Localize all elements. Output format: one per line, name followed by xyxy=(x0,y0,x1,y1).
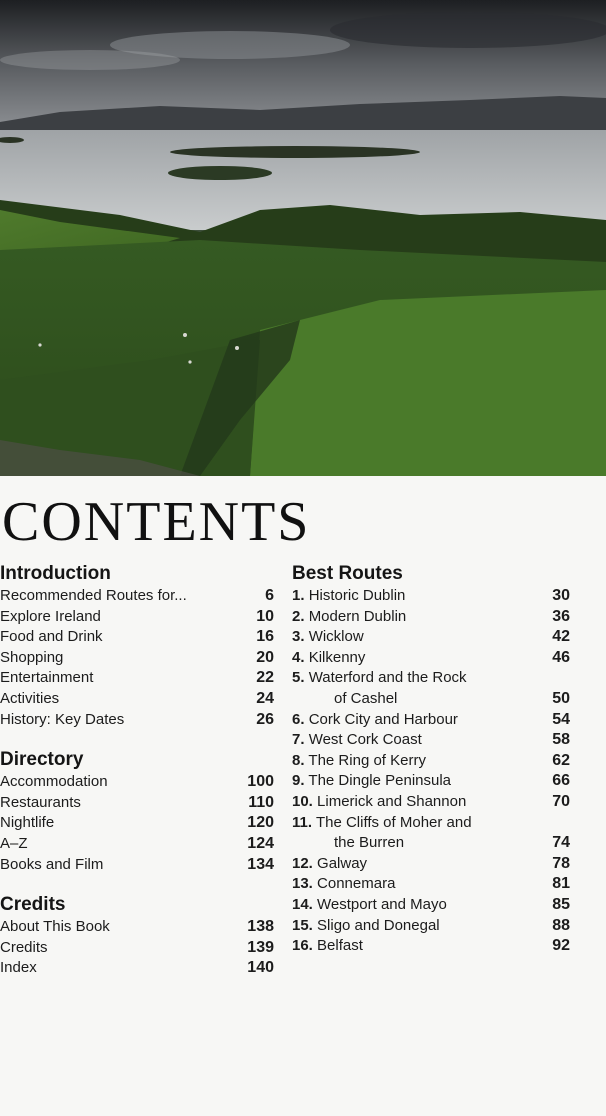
entry-label: Recommended Routes for... xyxy=(0,587,187,604)
entry-label: Index xyxy=(0,959,37,977)
page-number: 66 xyxy=(552,772,570,790)
contents-entry[interactable] xyxy=(0,607,276,628)
entry-label: Accommodation xyxy=(0,773,108,791)
contents-entry[interactable] xyxy=(0,627,276,648)
route-number: 9. xyxy=(292,772,305,790)
contents-entry[interactable] xyxy=(0,772,276,793)
page-number: 74 xyxy=(552,834,570,852)
page-number: 26 xyxy=(256,710,274,728)
contents-entry[interactable] xyxy=(292,771,572,792)
contents-entry[interactable] xyxy=(292,936,572,957)
page-number: 120 xyxy=(247,814,274,832)
entry-label: Kilkenny xyxy=(308,648,366,666)
section-heading: Directory xyxy=(0,749,84,771)
entry-label: Nightlife xyxy=(0,814,55,832)
contents-entry[interactable] xyxy=(292,874,572,895)
section-heading: Best Routes xyxy=(292,563,403,584)
contents-entry[interactable] xyxy=(0,938,276,959)
entry-label: Wicklow xyxy=(308,628,364,646)
entry-label: West Cork Coast xyxy=(308,731,422,749)
contents-entry[interactable] xyxy=(0,689,276,710)
contents-entry[interactable] xyxy=(292,895,572,916)
contents-entry[interactable] xyxy=(292,648,572,669)
page-number: 134 xyxy=(247,855,274,873)
contents-entry[interactable] xyxy=(292,854,572,875)
contents-entry[interactable] xyxy=(0,710,276,731)
contents-entry[interactable] xyxy=(292,833,572,854)
page-number: 140 xyxy=(247,959,274,977)
page-number: 36 xyxy=(552,607,570,625)
page-number: 58 xyxy=(552,731,570,749)
contents-entry[interactable] xyxy=(292,668,572,689)
entry-label: Historic Dublin xyxy=(308,587,406,604)
entry-label: Cork City and Harbour xyxy=(308,710,458,728)
page-number: 70 xyxy=(552,792,570,810)
route-number: 7. xyxy=(292,731,305,749)
contents-entry[interactable] xyxy=(0,855,276,876)
contents-entry[interactable] xyxy=(292,751,572,772)
contents-entry[interactable] xyxy=(292,792,572,813)
entry-label: Credits xyxy=(0,938,48,956)
contents-entry[interactable] xyxy=(292,813,572,834)
page-number: 124 xyxy=(247,834,274,852)
contents-entry[interactable] xyxy=(0,586,276,607)
page-number: 22 xyxy=(256,669,274,687)
page-number: 100 xyxy=(247,773,274,791)
contents-entry[interactable] xyxy=(292,689,572,710)
page-number: 24 xyxy=(256,689,274,707)
route-number: 14. xyxy=(292,895,313,913)
entry-label: History: Key Dates xyxy=(0,710,125,728)
entry-label: Westport and Mayo xyxy=(317,895,447,913)
page-title: CONTENTS xyxy=(2,491,311,553)
contents-entry[interactable] xyxy=(0,648,276,669)
page-number: 139 xyxy=(247,938,274,956)
entry-label: of Cashel xyxy=(334,689,398,707)
entry-label: Limerick and Shannon xyxy=(317,792,467,810)
page-number: 78 xyxy=(552,854,570,872)
page-number: 92 xyxy=(552,937,570,955)
page-number: 16 xyxy=(256,628,274,646)
contents-left-column xyxy=(0,560,276,979)
contents-entry[interactable] xyxy=(0,793,276,814)
contents-entry[interactable] xyxy=(292,730,572,751)
page-number: 110 xyxy=(248,793,274,811)
page-number: 20 xyxy=(256,648,274,666)
route-number: 3. xyxy=(292,628,305,646)
route-number: 10. xyxy=(292,792,313,810)
entry-label: Galway xyxy=(317,854,368,872)
entry-label: the Burren xyxy=(334,834,405,852)
page-number: 88 xyxy=(552,916,570,934)
section-heading: Introduction xyxy=(0,563,111,584)
contents-entry[interactable] xyxy=(292,916,572,937)
page-number: 46 xyxy=(552,648,570,666)
route-number: 4. xyxy=(292,648,305,666)
page-number: 50 xyxy=(552,689,570,707)
contents-entry[interactable] xyxy=(0,917,276,938)
route-number: 12. xyxy=(292,854,313,872)
entry-label: Food and Drink xyxy=(0,628,103,646)
page-number: 54 xyxy=(552,710,570,728)
entry-label: Modern Dublin xyxy=(308,607,407,625)
route-number: 1. xyxy=(292,587,305,604)
route-number: 13. xyxy=(292,875,313,893)
page-number: 30 xyxy=(552,587,570,604)
entry-label: Explore Ireland xyxy=(0,607,101,625)
contents-entry[interactable] xyxy=(0,813,276,834)
contents-entry[interactable] xyxy=(292,607,572,628)
page-number: 85 xyxy=(552,895,570,913)
contents-entry[interactable] xyxy=(292,627,572,648)
entry-label: Restaurants xyxy=(0,793,81,811)
entry-label: About This Book xyxy=(0,918,110,936)
entry-label: The Dingle Peninsula xyxy=(308,772,452,790)
entry-label: Shopping xyxy=(0,648,64,666)
entry-label: The Cliffs of Moher and xyxy=(315,813,472,831)
route-number: 15. xyxy=(292,916,313,934)
entry-label: Connemara xyxy=(317,875,396,893)
route-number: 16. xyxy=(292,937,313,955)
page-number: 42 xyxy=(552,628,570,646)
entry-label: Activities xyxy=(0,689,60,707)
entry-label: Sligo and Donegal xyxy=(317,916,440,934)
page-number: 138 xyxy=(247,918,274,936)
contents-entry[interactable] xyxy=(0,834,276,855)
section-heading: Credits xyxy=(0,894,66,916)
route-number: 6. xyxy=(292,710,305,728)
entry-label: Books and Film xyxy=(0,855,104,873)
page-number: 81 xyxy=(552,875,570,893)
page-number: 10 xyxy=(256,607,274,625)
contents-entry[interactable] xyxy=(0,668,276,689)
landscape-illustration xyxy=(0,0,606,476)
landscape-photo xyxy=(0,0,606,476)
page-number: 6 xyxy=(265,587,274,604)
contents-right-column xyxy=(292,560,572,957)
route-number: 5. xyxy=(292,669,305,687)
contents-entry[interactable] xyxy=(0,958,276,979)
entry-label: Entertainment xyxy=(0,669,94,687)
route-number: 8. xyxy=(292,751,305,769)
page-number: 62 xyxy=(552,751,570,769)
entry-label: Belfast xyxy=(317,937,363,955)
contents-entry[interactable] xyxy=(292,710,572,731)
entry-label: Waterford and the Rock xyxy=(308,669,467,687)
entry-label: A–Z xyxy=(0,834,28,852)
entry-label: The Ring of Kerry xyxy=(308,751,426,769)
contents-entry[interactable] xyxy=(292,586,572,607)
route-number: 11. xyxy=(292,813,313,831)
route-number: 2. xyxy=(292,607,305,625)
